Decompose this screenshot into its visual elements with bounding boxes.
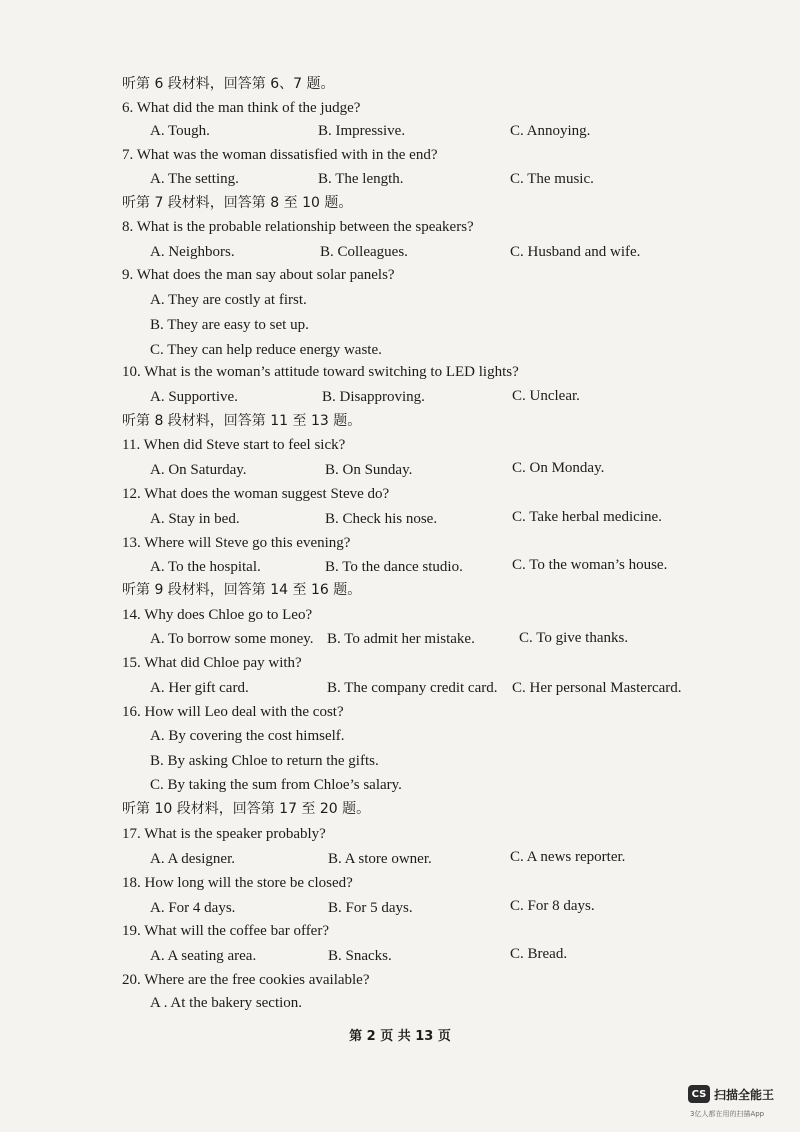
section-heading-7: 听第 7 段材料，回答第 8 至 10 题。: [122, 195, 353, 211]
question-18: 18. How long will the store be closed?: [122, 875, 353, 891]
option-13a: A. To the hospital.: [150, 559, 261, 575]
option-13c: C. To the woman’s house.: [512, 557, 668, 573]
option-9b: B. They are easy to set up.: [150, 317, 309, 333]
question-10: 10. What is the woman’s attitude toward switching to LED lights?: [122, 364, 519, 380]
option-12a: A. Stay in bed.: [150, 511, 240, 527]
option-16c: C. By taking the sum from Chloe’s salary.: [150, 777, 402, 793]
question-12: 12. What does the woman suggest Steve do?: [122, 486, 390, 502]
option-20a: A . At the bakery section.: [150, 995, 303, 1011]
option-9c: C. They can help reduce energy waste.: [150, 342, 382, 358]
option-12b: B. Check his nose.: [325, 511, 438, 527]
option-17a: A. A designer.: [150, 851, 235, 867]
option-6b: B. Impressive.: [318, 123, 406, 139]
option-8a: A. Neighbors.: [150, 244, 235, 260]
option-16b: B. By asking Chloe to return the gifts.: [150, 753, 379, 769]
section-heading-8: 听第 8 段材料，回答第 11 至 13 题。: [122, 413, 362, 429]
question-8: 8. What is the probable relationship between the speakers?: [122, 219, 474, 235]
question-11: 11. When did Steve start to feel sick?: [122, 437, 346, 453]
watermark-app-name: 扫描全能王: [714, 1087, 775, 1102]
option-10c: C. Unclear.: [512, 388, 580, 404]
page-number-footer: 第 2 页 共 13 页: [349, 1029, 451, 1044]
option-19c: C. Bread.: [510, 946, 568, 962]
option-9a: A. They are costly at first.: [150, 292, 307, 308]
option-7c: C. The music.: [510, 171, 594, 187]
question-14: 14. Why does Chloe go to Leo?: [122, 607, 313, 623]
option-15c: C. Her personal Mastercard.: [512, 680, 682, 696]
question-16: 16. How will Leo deal with the cost?: [122, 704, 344, 720]
section-heading-9: 听第 9 段材料，回答第 14 至 16 题。: [122, 582, 362, 598]
option-13b: B. To the dance studio.: [325, 559, 463, 575]
option-14b: B. To admit her mistake.: [327, 631, 475, 647]
question-9: 9. What does the man say about solar panels?: [122, 267, 395, 283]
option-8c: C. Husband and wife.: [510, 244, 641, 260]
question-15: 15. What did Chloe pay with?: [122, 655, 302, 671]
option-10a: A. Supportive.: [150, 389, 238, 405]
question-19: 19. What will the coffee bar offer?: [122, 923, 329, 939]
question-7: 7. What was the woman dissatisfied with in the end?: [122, 147, 438, 163]
option-7b: B. The length.: [318, 171, 404, 187]
option-19b: B. Snacks.: [328, 948, 392, 964]
question-17: 17. What is the speaker probably?: [122, 826, 326, 842]
option-17c: C. A news reporter.: [510, 849, 626, 865]
option-18a: A. For 4 days.: [150, 900, 236, 916]
option-14a: A. To borrow some money.: [150, 631, 314, 647]
option-17b: B. A store owner.: [328, 851, 432, 867]
option-11a: A. On Saturday.: [150, 462, 247, 478]
option-14c: C. To give thanks.: [519, 630, 629, 646]
option-11c: C. On Monday.: [512, 460, 605, 476]
option-11b: B. On Sunday.: [325, 462, 413, 478]
option-6c: C. Annoying.: [510, 123, 591, 139]
option-18b: B. For 5 days.: [328, 900, 413, 916]
section-heading-10: 听第 10 段材料，回答第 17 至 20 题。: [122, 801, 371, 817]
option-15a: A. Her gift card.: [150, 680, 249, 696]
option-18c: C. For 8 days.: [510, 898, 595, 914]
option-6a: A. Tough.: [150, 123, 210, 139]
option-19a: A. A seating area.: [150, 948, 257, 964]
option-10b: B. Disapproving.: [322, 389, 425, 405]
watermark-tagline: 3亿人都在用的扫描App: [690, 1110, 765, 1118]
option-7a: A. The setting.: [150, 171, 239, 187]
question-6: 6. What did the man think of the judge?: [122, 100, 361, 116]
scanner-watermark: [688, 1085, 774, 1103]
option-8b: B. Colleagues.: [320, 244, 408, 260]
camscanner-logo-icon: CS: [688, 1085, 710, 1103]
option-16a: A. By covering the cost himself.: [150, 728, 345, 744]
option-12c: C. Take herbal medicine.: [512, 509, 662, 525]
option-15b: B. The company credit card.: [327, 680, 498, 696]
section-heading-6: 听第 6 段材料，回答第 6、7 题。: [122, 76, 335, 92]
question-13: 13. Where will Steve go this evening?: [122, 535, 351, 551]
question-20: 20. Where are the free cookies available?: [122, 972, 370, 988]
